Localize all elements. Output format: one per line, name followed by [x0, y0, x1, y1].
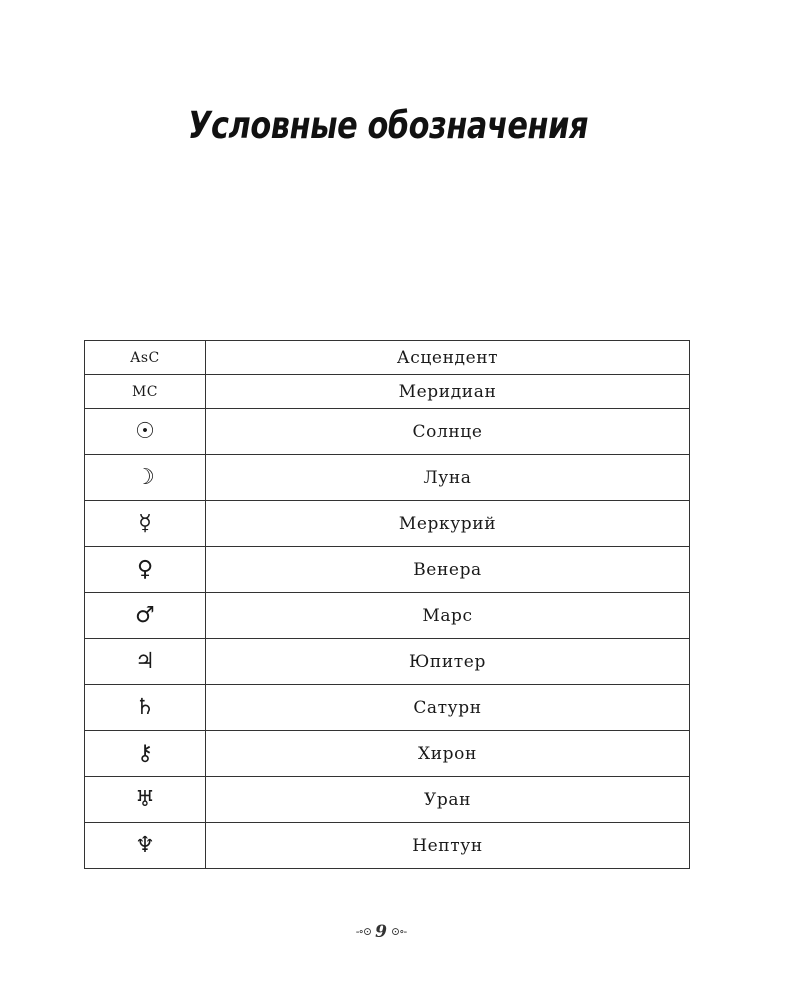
legend-row-sun: [85, 409, 690, 455]
legend-row-saturn: [85, 685, 690, 731]
page-number: 9: [375, 922, 387, 942]
page-title: Условные обозначения: [187, 104, 589, 147]
legend-table: [84, 340, 690, 869]
mars-icon: ♂: [85, 593, 206, 639]
saturn-label: Сатурн: [206, 685, 690, 731]
legend-row-chiron: [85, 731, 690, 777]
uranus-label: Уран: [206, 777, 690, 823]
sun-icon: ☉: [85, 409, 206, 455]
legend-row-mars: [85, 593, 690, 639]
mercury-label: Меркурий: [206, 501, 690, 547]
page-number-footer: [0, 922, 762, 942]
uranus-icon: ♅: [85, 777, 206, 823]
ornament-right-icon: ⊙∘-: [390, 925, 407, 938]
midheaven-label: Меридиан: [206, 375, 690, 409]
legend-row-moon: [85, 455, 690, 501]
legend-row-mercury: [85, 501, 690, 547]
sun-label: Солнце: [206, 409, 690, 455]
neptune-label: Нептун: [206, 823, 690, 869]
legend-row-ascendant: [85, 341, 690, 375]
moon-icon: ☽: [85, 455, 206, 501]
ornament-left-icon: -∘⊙: [355, 925, 372, 938]
midheaven-symbol: MC: [85, 375, 206, 409]
jupiter-label: Юпитер: [206, 639, 690, 685]
venus-icon: ♀: [85, 547, 206, 593]
saturn-icon: ♄: [85, 685, 206, 731]
legend-row-neptune: [85, 823, 690, 869]
ascendant-label: Асцендент: [206, 341, 690, 375]
chiron-label: Хирон: [206, 731, 690, 777]
moon-label: Луна: [206, 455, 690, 501]
legend-row-jupiter: [85, 639, 690, 685]
jupiter-icon: ♃: [85, 639, 206, 685]
legend-row-midheaven: [85, 375, 690, 409]
legend-row-uranus: [85, 777, 690, 823]
neptune-icon: ♆: [85, 823, 206, 869]
venus-label: Венера: [206, 547, 690, 593]
mars-label: Марс: [206, 593, 690, 639]
ascendant-symbol: AsC: [85, 341, 206, 375]
legend-row-venus: [85, 547, 690, 593]
mercury-icon: ☿: [85, 501, 206, 547]
chiron-icon: ⚷: [85, 731, 206, 777]
